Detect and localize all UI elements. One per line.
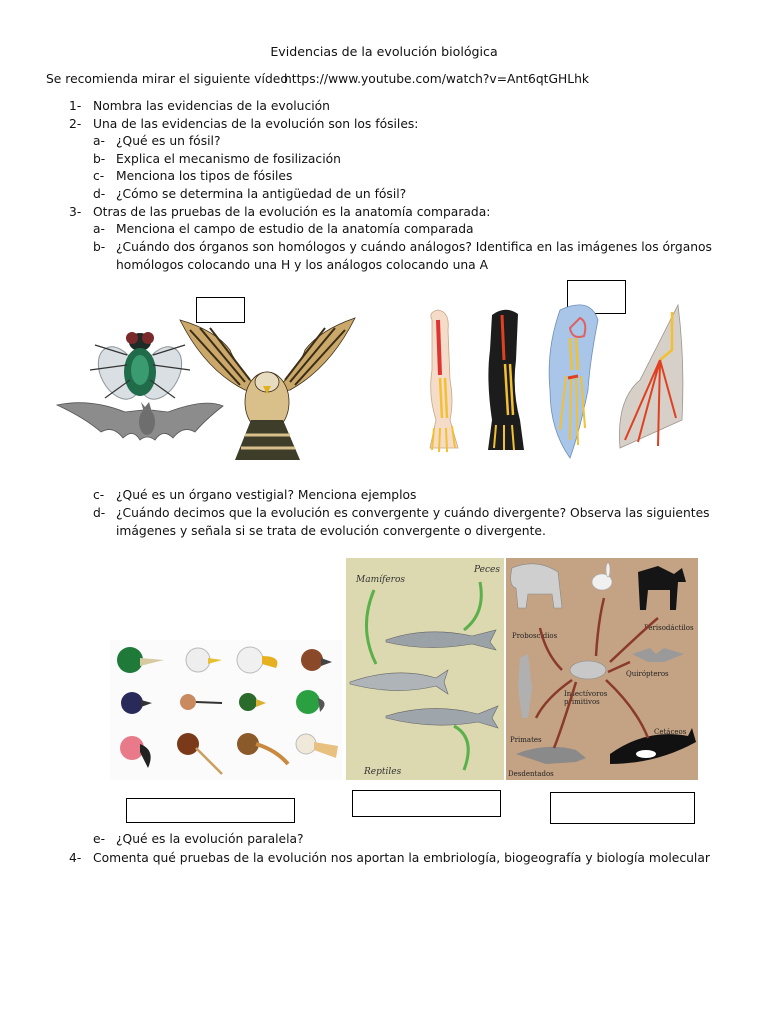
whale-flipper-icon [549,305,598,458]
convergent-figure [346,558,504,780]
q3d-line2: imágenes y señala si se trata de evolución convergente o divergente. [116,524,546,538]
label-desdentados: Desdentados [508,770,554,778]
label-quiropteros: Quirópteros [626,670,669,678]
q2-number: 2- [69,117,82,131]
q3c-text: ¿Qué es un órgano vestigial? Menciona ejemplos [116,488,417,502]
homologous-limbs-figure [420,300,690,460]
label-mammals: Mamíferos [356,575,405,585]
q2b-text: Explica el mecanismo de fosilización [116,152,341,166]
q2d-letter: d- [93,187,106,201]
label-fish: Peces [474,565,500,575]
q1-text: Nombra las evidencias de la evolución [93,99,330,113]
divergent-mammals-figure [506,558,698,780]
q2c-text: Menciona los tipos de fósiles [116,169,293,183]
q3c-letter: c- [93,488,105,502]
analogous-wings-figure [55,310,360,470]
document-title: Evidencias de la evolución biológica [270,44,498,59]
q3-number: 3- [69,205,82,219]
insectivore-icon [570,661,606,679]
q3b-line2: homólogos colocando una H y los análogos colocando una A [116,258,489,272]
bat-icon [57,402,223,440]
label-proboscideos: Proboscídios [512,632,558,640]
video-link[interactable]: https://www.youtube.com/watch?v=Ant6qtGHLhk [284,72,590,86]
bird-beaks-figure [110,640,342,780]
intro-text: Se recomienda mirar el siguiente vídeo [46,72,288,86]
q4-number: 4- [69,851,82,865]
eagle-icon [180,318,355,460]
q2d-text: ¿Cómo se determina la antigüedad de un fósil? [116,187,407,201]
label-cetaceos: Cetáceos [654,728,687,736]
q4-text: Comenta qué pruebas de la evolución nos aportan la embriología, biogeografía y biología molecular [93,851,710,865]
bat-wing-icon [619,305,682,448]
q3a-letter: a- [93,222,105,236]
q2-text: Una de las evidencias de la evolución son los fósiles: [93,117,419,131]
label-insectivoros: Insectívoros primitivos [564,690,608,706]
q3b-letter: b- [93,240,106,254]
q2b-letter: b- [93,152,106,166]
label-perisodactilos: Perisodáctilos [644,624,694,632]
answer-box-divergent[interactable] [550,792,695,824]
q2c-letter: c- [93,169,105,183]
q3e-text: ¿Qué es la evolución paralela? [116,832,304,846]
dog-leg-icon [488,310,524,450]
q1-number: 1- [69,99,82,113]
q3b-line1: ¿Cuándo dos órganos son homólogos y cuándo análogos? Identifica en las imágenes los órganos [116,240,712,254]
human-arm-icon [430,310,458,452]
q3a-text: Menciona el campo de estudio de la anatomía comparada [116,222,474,236]
q3d-line1: ¿Cuándo decimos que la evolución es convergente y cuándo divergente? Observa las siguientes [116,506,710,520]
label-reptiles: Reptiles [364,767,402,777]
q3e-letter: e- [93,832,106,846]
label-primates: Primates [510,736,542,744]
q3-text: Otras de las pruebas de la evolución es la anatomía comparada: [93,205,491,219]
q2a-text: ¿Qué es un fósil? [116,134,221,148]
answer-box-convergent[interactable] [352,790,501,817]
q2a-letter: a- [93,134,105,148]
answer-box-beaks[interactable] [126,798,295,823]
fly-icon [90,332,190,406]
q3d-letter: d- [93,506,106,520]
